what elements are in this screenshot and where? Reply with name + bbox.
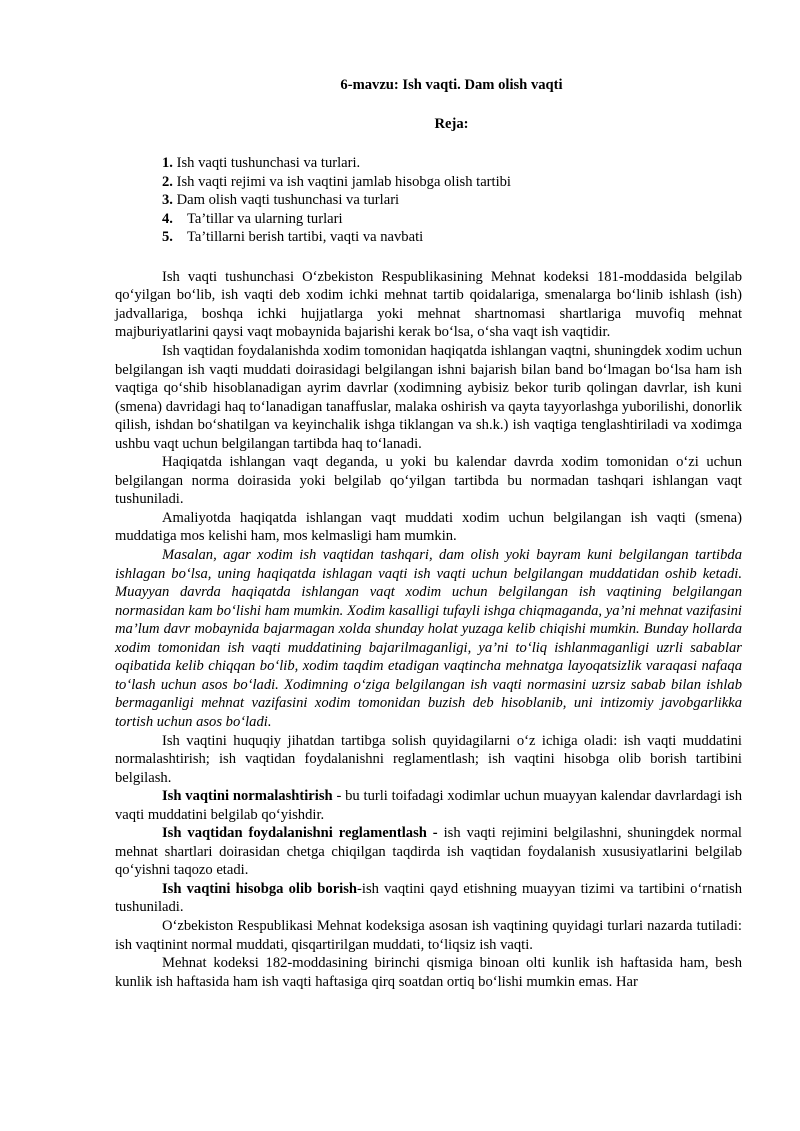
plan-item-number: 2.: [162, 173, 173, 190]
plan-item-text: Ta’tillar va ularning turlari: [187, 210, 343, 227]
paragraph: Ish vaqtini huquqiy jihatdan tartibga solish quyidagilarni o‘z ichiga oladi: ish vaqti muddatini normalashtirish; ish vaqtidan foydalanishni reglamentlash; ish vaqtini hisobga olib borish tartibini belgilash.: [115, 732, 742, 786]
plan-item-number: 5.: [162, 229, 173, 246]
plan-item-number: 4.: [162, 210, 173, 227]
paragraph: Ish vaqtidan foydalanishda xodim tomonidan haqiqatda ishlangan vaqtni, shuningdek xodim uchun belgilangan ish vaqti muddati doirasidagi belgilangan ishni bajarish bilan band bo‘lmagan bo‘lsa ham ish vaqtiga qo‘shib hisoblanadigan ayrim davrlar (xodimning aybisiz bekor turib qolingan davrlar, ish kuni (smena) davridagi haq to‘lanadigan tanaffuslar, malaka oshirish va qayta tayyorlashga yuborilishi, donorlik qilish, ishdan bo‘shatilgan va keyinchalik ishga tiklangan va sh.k.) ish vaqtiga tenglashtiriladi va xodimga ushbu vaqt uchun belgilangan tartibda haq to‘lanadi.: [115, 343, 742, 452]
definition-paragraph: [115, 824, 742, 880]
definition-term: Ish vaqtidan foydalanishni reglamentlash -: [162, 825, 438, 842]
paragraph: Amaliyotda haqiqatda ishlangan vaqt muddati xodim uchun belgilangan ish vaqti (smena) muddatiga mos kelishi ham, mos kelmasligi ham mumkin.: [115, 509, 742, 545]
definition-paragraph: [115, 880, 742, 917]
page-title: 6-mavzu: Ish vaqti. Dam olish vaqti: [340, 77, 563, 93]
plan-item-number: 3.: [162, 192, 173, 209]
paragraph: Haqiqatda ishlangan vaqt deganda, u yoki bu kalendar davrda xodim tomonidan o‘zi uchun belgilangan norma doirasida yoki belgilab qo‘yilgan tartibda bu normadan tashqari ishlangan vaqt tushuniladi.: [115, 454, 742, 508]
plan-list: [115, 154, 742, 247]
plan-item: [162, 228, 742, 247]
document-body: [115, 268, 742, 991]
definition-text: -ish vaqtini qayd etishning muayyan tizimi va tartibini o‘rnatish tushuniladi.: [115, 880, 742, 916]
plan-item: [162, 210, 742, 229]
definition-term: Ish vaqtini hisobga olib borish: [162, 880, 358, 897]
paragraph: Ish vaqti tushunchasi O‘zbekiston Respublikasining Mehnat kodeksi 181-moddasida belgilab qo‘yilgan bo‘lib, ish vaqti deb xodim ichki mehnat tartib qoidalariga, smenalarga bo‘linib ishlash (ish) jadvallariga, boshqa ichki hujjatlarga yoki mehnat shartnomasi shartlariga muvofiq mehnat majburiyatlarini qaysi vaqt mobaynida bajarishi kerak bo‘lsa, o‘sha vaqt ish vaqtidir.: [115, 268, 742, 341]
definition-paragraph: [115, 787, 742, 824]
plan-item: [162, 154, 742, 173]
plan-item-text: Ta’tillarni berish tartibi, vaqti va navbati: [187, 229, 424, 246]
plan-item-text: Ish vaqti rejimi va ish vaqtini jamlab hisobga olish tartibi: [172, 173, 511, 190]
paragraph: Mehnat kodeksi 182-moddasining birinchi qismiga binoan olti kunlik ish haftasida ham, besh kunlik ish haftasida ham ish vaqti haftasiga qirq soatdan ortiq bo‘lishi mumkin emas. Har: [115, 955, 742, 990]
document-page: [115, 76, 742, 991]
plan-item-text: Ish vaqti tushunchasi va turlari.: [172, 155, 361, 172]
plan-item: [162, 191, 742, 210]
plan-item-text: Dam olish vaqti tushunchasi va turlari: [172, 192, 400, 209]
plan-item: [162, 173, 742, 192]
plan-heading: Reja:: [434, 115, 469, 132]
paragraph: O‘zbekiston Respublikasi Mehnat kodeksiga asosan ish vaqtining quyidagi turlari nazarda tutiladi: ish vaqtinint normal muddati, qisqartirilgan muddati, to‘liqsiz ish vaqti.: [115, 917, 742, 953]
definition-term: Ish vaqtini normalashtirish: [162, 788, 333, 805]
definition-text: - bu turli toifadagi xodimlar uchun muayyan kalendar davrlardagi ish vaqti muddatini belgilab qo‘yishdir.: [115, 788, 742, 823]
plan-item-number: 1.: [162, 155, 173, 172]
example-paragraph: Masalan, agar xodim ish vaqtidan tashqari, dam olish yoki bayram kuni belgilangan tartibda ishlagan bo‘lsa, uning haqiqatda ishlagan vaqti ish vaqti uchun belgilangan muddatidan oshib ketadi. Muayyan davrda haqiqatda ishlangan vaqt xodim uchun belgilangan ish vaqtining belgilangan normasidan kam bo‘lishi ham mumkin. Xodim kasalligi tufayli ishga chiqmaganda, ya’ni mehnat vazifasini ma’lum davr mobaynida bajarmagan xolda shunday holat yuzaga kelib chiqishi mumkin. Bunday hollarda xodim tomonidan ish vaqti muddatining bajarilmaganligi, ya’ni to‘liq ishlanmaganligi uzrli sabablar oqibatida kelib chiqqan bo‘lib, xodim taqdim etadigan vaqtincha mehnatga layoqatsizlik varaqasi nafaqa to‘lash uchun asos bo‘ladi. Xodimning o‘ziga belgilangan ish vaqti normasini uzrsiz sabab bilan ishlab bermaganligi mehnat vazifasini xodim tomonidan buzish deb hisoblanib, uni intizomiy javobgarlikka tortish uchun asos bo‘ladi.: [115, 547, 742, 730]
definition-text: ish vaqti rejimini belgilashni, shuningdek normal mehnat shartlari doirasidan chetga chiqilgan taqdirda ish vaqtidan foydalanish xususiyatlarini belgilab qo‘yishni taqozo etadi.: [115, 825, 742, 879]
